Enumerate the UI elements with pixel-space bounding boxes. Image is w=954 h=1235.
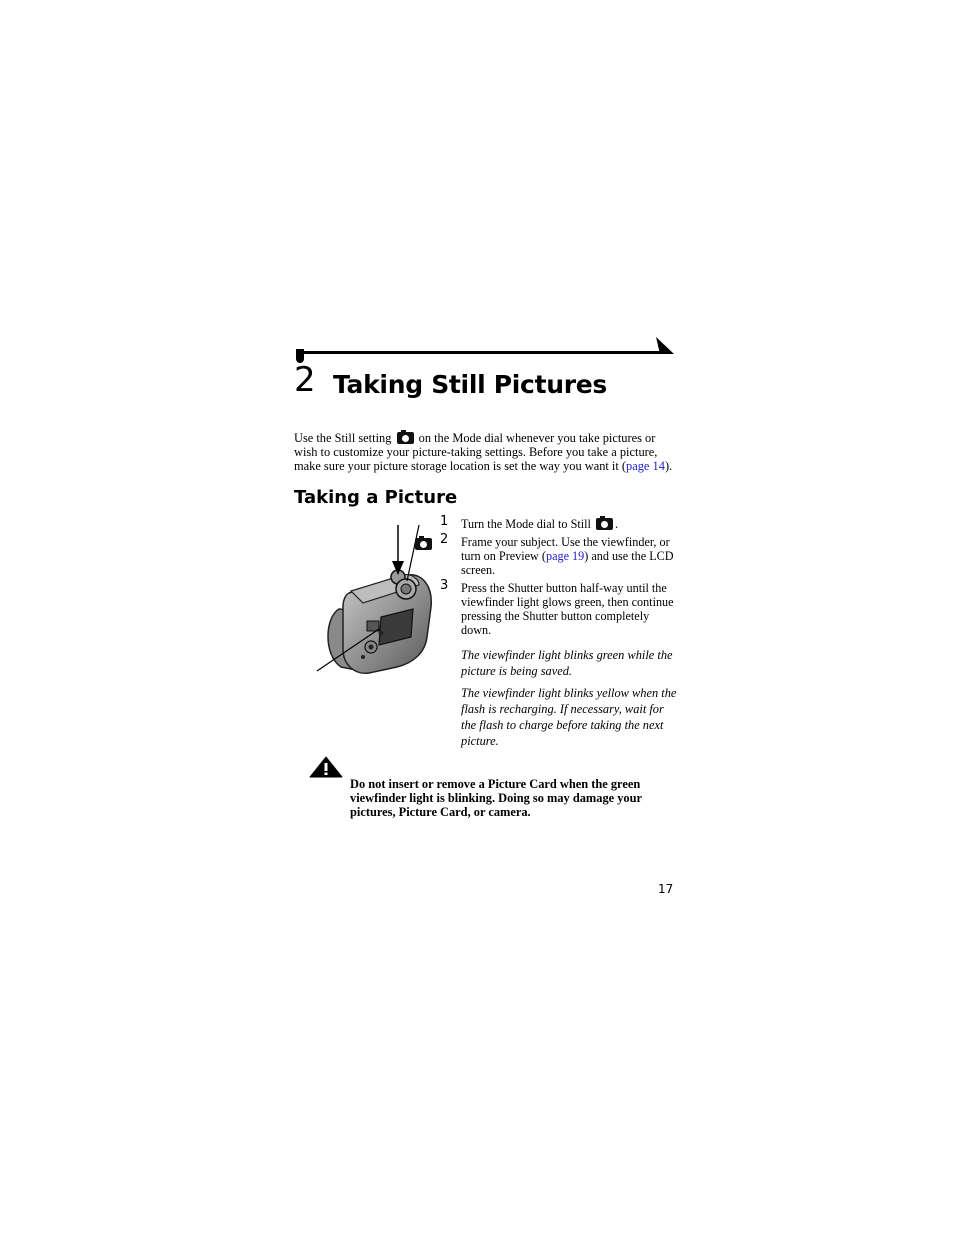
step-text-end: . — [614, 517, 618, 531]
chapter-number: 2 — [294, 360, 316, 400]
list-item — [440, 532, 680, 577]
section-title: Taking a Picture — [294, 487, 458, 508]
intro-text-end: ). — [664, 459, 673, 473]
page-19-link[interactable]: page 19 — [545, 549, 585, 563]
warning-text: Do not insert or remove a Picture Card when the green viewfinder light is blinking. Doing so may damage your pictures, Picture Card, or camera. — [350, 777, 642, 819]
camera-icon — [415, 538, 432, 550]
step-number: 1 — [440, 514, 449, 529]
step-text: Turn the Mode dial to Still — [461, 517, 591, 531]
step-number: 3 — [440, 578, 449, 593]
steps-list — [440, 514, 680, 749]
intro-text-continued: on the Mode dial whenever you take pictures or wish to customize your picture-taking settings. Before you take a picture, make sure your picture storage location is set the way you want it ( — [294, 431, 658, 473]
chapter-title: Taking Still Pictures — [333, 370, 607, 399]
note-flash: The viewfinder light blinks yellow when the flash is recharging. If necessary, wait for the flash to charge before taking the next picture. — [461, 686, 677, 748]
camera-icon — [397, 432, 414, 444]
intro-paragraph — [294, 431, 678, 473]
note-saving: The viewfinder light blinks green while the picture is being saved. — [461, 648, 673, 678]
step-number: 2 — [440, 532, 449, 547]
chapter-arrow-icon — [652, 335, 676, 357]
page-number: 17 — [658, 882, 674, 896]
intro-text: Use the Still setting — [294, 431, 392, 445]
step-text-end: ) and use the LCD screen. — [461, 549, 674, 577]
list-item — [440, 514, 680, 531]
step-text: Press the Shutter button half-way until the viewfinder light glows green, then continue pressing the Shutter button completely down. — [461, 581, 674, 637]
list-item — [440, 578, 680, 637]
page-14-link[interactable]: page 14 — [626, 459, 665, 473]
camera-icon — [596, 518, 613, 530]
step-text: Frame your subject. Use the viewfinder, or turn on Preview ( — [461, 535, 670, 563]
chapter-rule — [298, 351, 660, 354]
warning-triangle-icon — [309, 756, 343, 778]
